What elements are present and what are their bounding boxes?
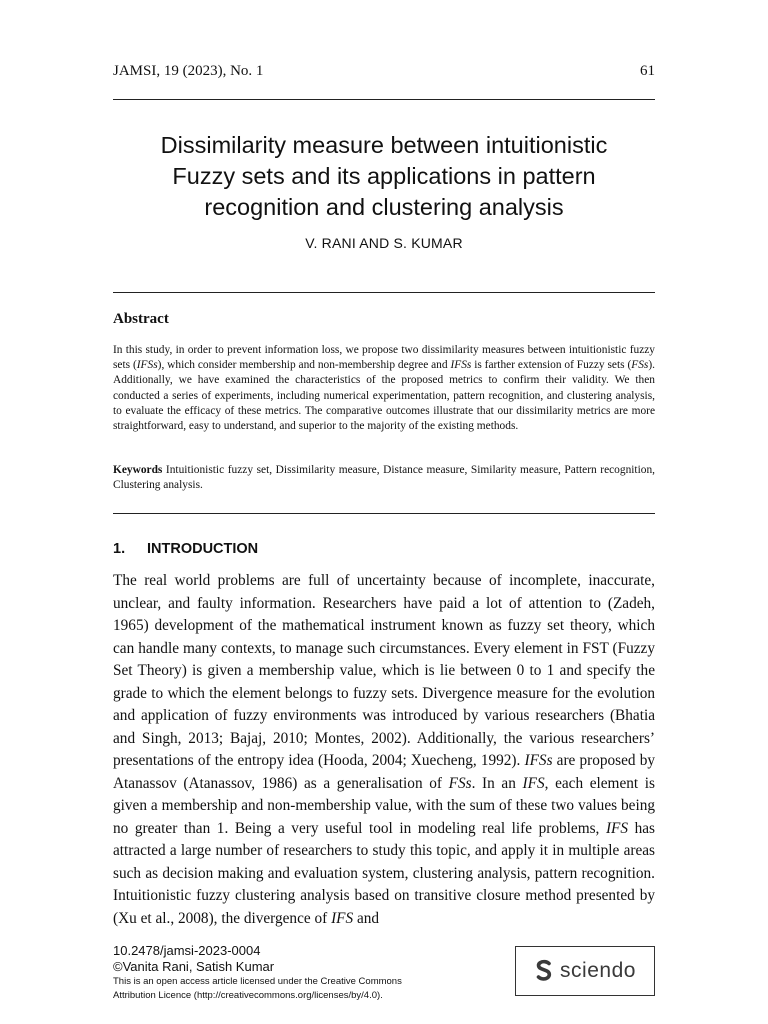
- keywords: [113, 463, 655, 493]
- introduction-paragraph: The real world problems are full of uncertainty because of incomplete, inaccurate, unclear, and faulty information. Researchers have paid a lot of attention to (Zadeh, 1965) development of the mathematical instrument known as fuzzy set theory, which can handle many contexts, to manage such circumstances. Every element in FST (Fuzzy Set Theory) is given a membership value, which is lie between 0 to 1 and specify the grade to which the element belongs to fuzzy sets. Divergence measure for the evolution and application of fuzzy environments was introduced by various researchers (Bhatia and Singh, 2013; Bajaj, 2010; Montes, 2002). Additionally, the various researchers’ presentations of the entropy idea (Hooda, 2004; Xuecheng, 1992). IFSs are proposed by Atanassov (Atanassov, 1986) as a generalisation of FSs. In an IFS, each element is given a membership and non-membership value, with the sum of these two values being no greater than 1. Being a very useful tool in modeling real life problems, IFS has attracted a large number of researchers to study this topic, and apply it in multiple areas such as decision making and evaluation system, clustering analysis, pattern recognition. Intuitionistic fuzzy clustering analysis based on transitive closure method presented by (Xu et al., 2008), the divergence of IFS and: [113, 572, 656, 927]
- page-number: 61: [640, 63, 655, 79]
- header-rule: [113, 99, 655, 100]
- keywords-text: Intuitionistic fuzzy set, Dissimilarity measure, Distance measure, Similarity measure, Pattern recognition, Clustering analysis.: [113, 464, 655, 492]
- title-line: Fuzzy sets and its applications in pattern: [172, 163, 596, 189]
- keywords-label: Keywords: [113, 464, 163, 476]
- section-title: INTRODUCTION: [147, 541, 259, 557]
- sciendo-s-icon: [534, 959, 554, 983]
- abstract-bottom-rule: [113, 513, 655, 514]
- authors: V. RANI AND S. KUMAR: [305, 235, 463, 251]
- paper-title: [113, 130, 655, 223]
- license-line: Attribution Licence (http://creativecommons.org/licenses/by/4.0).: [113, 989, 383, 1001]
- abstract-top-rule: [113, 292, 655, 293]
- abstract-heading: Abstract: [113, 311, 169, 327]
- section-heading: [113, 541, 258, 557]
- footer: [113, 943, 493, 1002]
- title-line: recognition and clustering analysis: [204, 194, 564, 220]
- section-number: 1.: [113, 541, 126, 557]
- paper-page: [113, 0, 655, 1024]
- abstract-text: In this study, in order to prevent information loss, we propose two dissimilarity measures between intuitionistic fuzzy sets (IFSs), which consider membership and non-membership degree and IFSs is farther extension of Fuzzy sets (FSs). Additionally, we have examined the characteristics of the proposed metrics to confirm their validity. We then conducted a series of experiments, including numerical experimentation, pattern recognition, and clustering analysis, to evaluate the efficacy of these metrics. The comparative outcomes illustrate that our dissimilarity metrics are more straightforward, easy to understand, and superior to the majority of the existing methods.: [113, 344, 655, 433]
- journal-citation: JAMSI, 19 (2023), No. 1: [113, 63, 264, 79]
- title-line: Dissimilarity measure between intuitionistic: [160, 132, 608, 158]
- sciendo-logo: [515, 946, 655, 996]
- doi: 10.2478/jamsi-2023-0004: [113, 943, 261, 958]
- license-line: This is an open access article licensed under the Creative Commons: [113, 976, 402, 987]
- copyright: ©Vanita Rani, Satish Kumar: [113, 959, 275, 974]
- sciendo-wordmark: sciendo: [560, 959, 636, 982]
